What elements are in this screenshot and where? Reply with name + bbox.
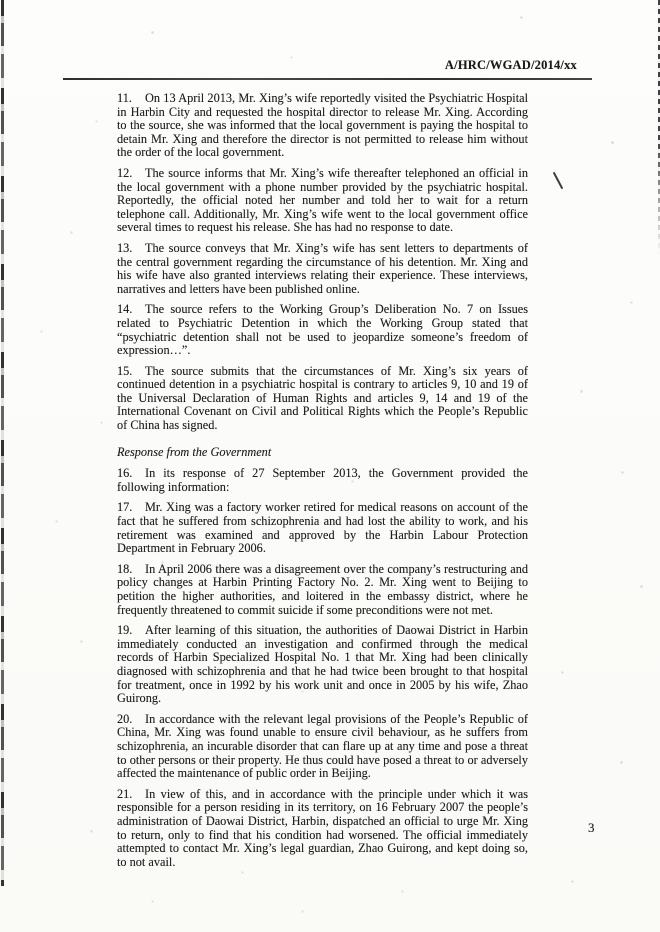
paragraph-number: 18.: [117, 561, 133, 576]
paragraph-14: [117, 303, 528, 357]
paragraph-number: 16.: [117, 466, 133, 481]
paragraph-18: [117, 563, 528, 617]
paragraph-text: The source refers to the Working Group’s Deliberation No. 7 on Issues related to Psychiatric Detention in which the Working Group stated that “psychiatric detention shall not be used to jeopardize someone’s freedom of expression…”.: [117, 302, 528, 358]
paragraph-number: 21.: [117, 786, 133, 801]
paragraph-text: In view of this, and in accordance with the principle under which it was responsible for a person residing in its territory, on 16 February 2007 the people’s administration of Daowai District, Harbin, dispatched an official to urge Mr. Xing to return, only to find that his condition had worsened. The official immediately attempted to contact Mr. Xing’s legal guardian, Zhao Guirong, and kept doing so, to not avail.: [117, 786, 528, 869]
paragraph-number: 15.: [117, 363, 133, 378]
section-heading-response-from-the-government: Response from the Government: [117, 444, 272, 459]
paragraph-text: The source submits that the circumstances of Mr. Xing’s six years of continued detention in a psychiatric hospital is contrary to articles 9, 10 and 19 of the Universal Declaration of Human Rights and articles 9, 14 and 19 of the International Covenant on Civil and Political Rights which the People’s Republic of China has signed.: [117, 363, 528, 433]
paragraph-17: [117, 501, 528, 555]
paragraph-text: On 13 April 2013, Mr. Xing’s wife reportedly visited the Psychiatric Hospital in Harbin City and requested the hospital director to release Mr. Xing. According to the source, she was informed that the local government is paying the hospital to detain Mr. Xing and therefore the director is not permitted to release him without the order of the local government.: [117, 91, 528, 160]
paragraph-text: In April 2006 there was a disagreement over the company’s restructuring and policy changes at Harbin Printing Factory No. 2. Mr. Xing went to Beijing to petition the higher authorities, and loitered in the embassy district, where he frequently threatened to commit suicide if some preconditions were not met.: [117, 561, 528, 617]
paragraph-20: [117, 713, 528, 781]
page-number: 3: [588, 820, 595, 835]
paragraph-13: [117, 242, 528, 296]
paragraph-15: [117, 365, 528, 433]
document-header: [63, 58, 592, 80]
paragraph-16: [117, 467, 528, 494]
paragraph-text: In accordance with the relevant legal provisions of the People’s Republic of China, Mr. Xing was found unable to ensure civil behaviour, as he suffers from schizophrenia, an incurable disorder that can flare up at any time and pose a threat to other persons or their property. He thus could have posed a threat to or adversely affected the maintenance of public order in Beijing.: [117, 711, 528, 781]
paragraph-number: 13.: [117, 240, 133, 255]
paragraph-21: [117, 788, 528, 870]
paragraph-number: 12.: [117, 165, 133, 180]
paragraph-11: [117, 92, 528, 160]
paragraph-19: [117, 624, 528, 706]
paragraph-text: The source conveys that Mr. Xing’s wife has sent letters to departments of the central government regarding the circumstance of his detention. Mr. Xing and his wife have also granted interviews relating their experience. These interviews, narratives and letters have been published online.: [117, 240, 528, 296]
paragraph-number: 14.: [117, 302, 133, 317]
header-rule: [63, 78, 592, 80]
paragraph-12: [117, 167, 528, 235]
paragraph-number: 11.: [117, 91, 132, 105]
paragraph-text: After learning of this situation, the authorities of Daowai District in Harbin immediately conducted an investigation and confirmed through the medical records of Harbin Specialized Hospital No. 1 that Mr. Xing had been clinically diagnosed with schizophrenia and that he had twice been brought to that hospital for treatment, once in 1992 by his work unit and once in 2005 by his wife, Zhao Guirong.: [117, 623, 528, 706]
paragraph-text: The source informs that Mr. Xing’s wife thereafter telephoned an official in the local government with a phone number provided by the psychiatric hospital. Reportedly, the official noted her number and told her to wait for a return telephone call. Additionally, Mr. Xing’s wife went to the local government office several times to request his release. She has had no response to date.: [117, 165, 528, 235]
paragraph-text: In its response of 27 September 2013, the Government provided the following information:: [117, 466, 528, 494]
paragraph-text: Mr. Xing was a factory worker retired for medical reasons on account of the fact that he suffered from schizophrenia and had lost the ability to work, and his retirement was examined and approved by the Harbin Labour Protection Department in February 2006.: [117, 500, 528, 556]
scan-stray-pen-mark: [553, 171, 564, 189]
document-symbol: A/HRC/WGAD/2014/xx: [444, 58, 577, 72]
paragraph-number: 19.: [117, 623, 133, 638]
paragraph-number: 17.: [117, 500, 133, 515]
paragraph-number: 20.: [117, 711, 133, 726]
scan-edge-left-artifact: [1, 0, 4, 886]
document-body: [117, 92, 528, 876]
